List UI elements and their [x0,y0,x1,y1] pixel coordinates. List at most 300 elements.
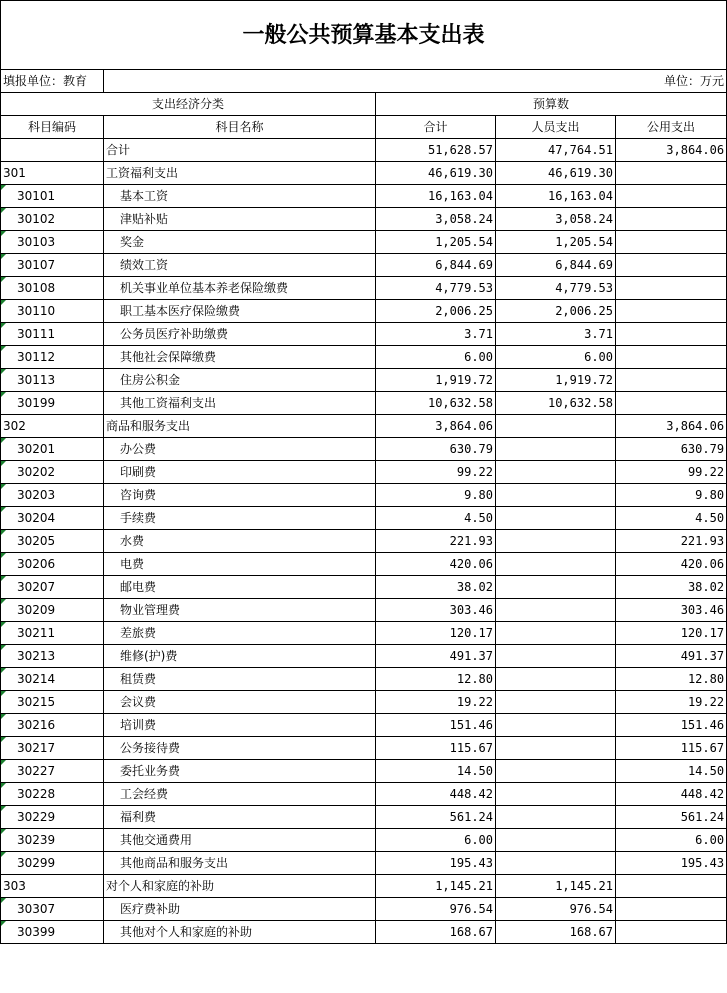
total-cell-text: 420.06 [449,557,493,571]
cell-comment-marker-icon [1,599,6,604]
table-row [1,622,727,645]
item-name-cell[interactable] [104,921,376,944]
public-cell[interactable] [616,553,727,576]
public-cell[interactable] [616,507,727,530]
item-code-cell-text: 30214 [17,672,56,686]
item-name-cell[interactable] [104,208,376,231]
personnel-cell[interactable] [496,162,616,185]
total-cell-text: 4.50 [464,511,493,525]
public-cell-text: 115.67 [680,741,725,755]
item-code-cell[interactable] [1,599,104,622]
public-cell[interactable] [616,852,727,875]
total-cell-text: 120.17 [449,626,493,640]
public-cell[interactable] [616,323,727,346]
table-row [1,576,727,599]
total-cell-text: 561.24 [449,810,493,824]
item-code-cell-text: 30217 [17,741,56,755]
public-cell-text: 448.42 [680,787,725,801]
table-row [1,392,727,415]
total-cell[interactable] [376,806,496,829]
item-code-cell[interactable] [1,691,104,714]
item-code-cell-text: 30102 [17,212,56,226]
total-cell[interactable] [376,530,496,553]
item-name-cell[interactable] [104,668,376,691]
item-name-cell-text: 培训费 [120,718,157,732]
item-code-cell-text: 30113 [17,373,56,387]
table-row [1,484,727,507]
total-cell[interactable] [376,622,496,645]
total-cell[interactable] [376,277,496,300]
item-code-cell[interactable] [1,392,104,415]
item-name-cell[interactable] [104,645,376,668]
personnel-cell[interactable] [496,415,616,438]
item-name-cell[interactable] [104,553,376,576]
item-code-cell-text: 302 [3,419,26,433]
public-cell[interactable] [616,208,727,231]
total-cell-text: 6,844.69 [435,258,493,272]
personnel-cell[interactable] [496,461,616,484]
item-name-cell[interactable] [104,530,376,553]
cell-comment-marker-icon [1,346,6,351]
public-cell[interactable] [616,829,727,852]
personnel-cell-text: 1,205.54 [555,235,613,249]
public-cell[interactable] [616,162,727,185]
cell-comment-marker-icon [1,438,6,443]
item-name-cell[interactable] [104,875,376,898]
header-personnel[interactable]: 人员支出 [496,116,616,139]
header-economic-classification[interactable]: 支出经济分类 [1,93,376,116]
total-cell-text: 448.42 [449,787,493,801]
header-total[interactable]: 合计 [376,116,496,139]
public-cell[interactable] [616,875,727,898]
table-row [1,599,727,622]
total-cell[interactable] [376,760,496,783]
public-cell[interactable] [616,185,727,208]
item-code-cell[interactable] [1,461,104,484]
total-cell[interactable] [376,162,496,185]
total-cell[interactable] [376,714,496,737]
table-row [1,461,727,484]
item-code-cell[interactable] [1,415,104,438]
personnel-cell[interactable] [496,714,616,737]
total-cell-text: 3,058.24 [435,212,493,226]
personnel-cell[interactable] [496,553,616,576]
personnel-cell[interactable] [496,875,616,898]
total-cell[interactable] [376,645,496,668]
item-code-cell-text: 30207 [17,580,56,594]
item-name-cell-text: 其他社会保障缴费 [120,350,217,364]
personnel-cell[interactable] [496,300,616,323]
item-code-cell-text: 30216 [17,718,56,732]
personnel-cell[interactable] [496,208,616,231]
item-code-cell[interactable] [1,346,104,369]
item-name-cell[interactable] [104,760,376,783]
item-code-cell[interactable] [1,829,104,852]
item-name-cell[interactable] [104,369,376,392]
personnel-cell[interactable] [496,599,616,622]
total-cell[interactable] [376,852,496,875]
personnel-cell-text: 3,058.24 [555,212,613,226]
item-name-cell[interactable] [104,714,376,737]
item-code-cell[interactable] [1,162,104,185]
item-name-cell[interactable] [104,806,376,829]
item-code-cell[interactable] [1,208,104,231]
cell-comment-marker-icon [1,829,6,834]
item-name-cell-text: 租赁费 [120,672,157,686]
item-name-cell-text: 水费 [120,534,145,548]
table-row [1,139,727,162]
item-code-cell[interactable] [1,139,104,162]
personnel-cell[interactable] [496,139,616,162]
total-cell[interactable] [376,438,496,461]
total-cell-text: 12.80 [456,672,493,686]
item-code-cell-text: 30205 [17,534,56,548]
public-cell[interactable] [616,714,727,737]
total-cell-text: 491.37 [449,649,493,663]
item-name-cell[interactable] [104,300,376,323]
total-cell-text: 38.02 [456,580,493,594]
personnel-cell[interactable] [496,921,616,944]
public-cell-text: 38.02 [687,580,725,594]
personnel-cell[interactable] [496,852,616,875]
item-name-cell[interactable] [104,323,376,346]
public-cell[interactable] [616,622,727,645]
total-cell[interactable] [376,139,496,162]
item-code-cell[interactable] [1,645,104,668]
public-cell[interactable] [616,139,727,162]
total-cell[interactable] [376,346,496,369]
personnel-cell[interactable] [496,622,616,645]
personnel-cell-text: 168.67 [569,925,613,939]
total-cell[interactable] [376,369,496,392]
item-name-cell-text: 津贴补贴 [120,212,169,226]
header-item-code[interactable]: 科目编码 [1,116,104,139]
item-name-cell[interactable] [104,898,376,921]
item-code-cell[interactable] [1,875,104,898]
total-cell[interactable] [376,875,496,898]
total-cell[interactable] [376,185,496,208]
public-cell[interactable] [616,783,727,806]
personnel-cell-text: 3.71 [584,327,613,341]
cell-comment-marker-icon [1,300,6,305]
item-code-cell[interactable] [1,484,104,507]
total-cell[interactable] [376,921,496,944]
total-cell[interactable] [376,484,496,507]
item-name-cell-text: 住房公积金 [120,373,181,387]
table-row [1,507,727,530]
item-code-cell[interactable] [1,369,104,392]
total-cell-text: 303.46 [449,603,493,617]
cell-comment-marker-icon [1,185,6,190]
item-code-cell[interactable] [1,507,104,530]
item-code-cell[interactable] [1,185,104,208]
item-code-cell[interactable] [1,921,104,944]
personnel-cell[interactable] [496,507,616,530]
item-code-cell[interactable] [1,806,104,829]
public-cell[interactable] [616,576,727,599]
item-code-cell-text: 30199 [17,396,56,410]
total-cell[interactable] [376,553,496,576]
personnel-cell[interactable] [496,323,616,346]
public-cell[interactable] [616,231,727,254]
item-code-cell[interactable] [1,438,104,461]
total-cell[interactable] [376,691,496,714]
item-code-cell[interactable] [1,254,104,277]
item-code-cell[interactable] [1,783,104,806]
total-cell[interactable] [376,737,496,760]
total-cell[interactable] [376,392,496,415]
item-name-cell[interactable] [104,277,376,300]
item-name-cell[interactable] [104,622,376,645]
personnel-cell-text: 976.54 [569,902,613,916]
total-cell-text: 6.00 [464,350,493,364]
personnel-cell-text: 2,006.25 [555,304,613,318]
item-name-cell[interactable] [104,507,376,530]
total-cell[interactable] [376,300,496,323]
item-name-cell-text: 医疗费补助 [120,902,181,916]
total-cell-text: 99.22 [456,465,493,479]
currency-unit-cell[interactable]: 单位：万元 [104,70,727,93]
item-name-cell[interactable] [104,254,376,277]
total-cell-text: 2,006.25 [435,304,493,318]
table-row [1,530,727,553]
item-name-cell[interactable] [104,576,376,599]
personnel-cell[interactable] [496,576,616,599]
table-row [1,553,727,576]
item-name-cell-text: 咨询费 [120,488,157,502]
public-cell[interactable] [616,438,727,461]
public-cell-text: 6.00 [695,833,725,847]
item-name-cell[interactable] [104,484,376,507]
public-cell[interactable] [616,392,727,415]
total-cell-text: 115.67 [449,741,493,755]
header-column-row [1,116,727,139]
total-cell[interactable] [376,415,496,438]
item-name-cell[interactable] [104,783,376,806]
item-name-cell-text: 公务接待费 [120,741,181,755]
item-name-cell[interactable] [104,438,376,461]
total-cell[interactable] [376,668,496,691]
header-public[interactable]: 公用支出 [616,116,727,139]
public-cell-text: 303.46 [680,603,725,617]
item-name-cell[interactable] [104,346,376,369]
item-name-cell-text: 对个人和家庭的补助 [106,879,215,893]
item-code-cell-text: 30206 [17,557,56,571]
public-cell-text: 99.22 [687,465,725,479]
personnel-cell[interactable] [496,392,616,415]
table-row [1,806,727,829]
personnel-cell-text: 1,145.21 [555,879,613,893]
item-name-cell-text: 职工基本医疗保险缴费 [120,304,241,318]
header-group-row [1,93,727,116]
table-row [1,645,727,668]
public-cell[interactable] [616,645,727,668]
personnel-cell-text: 46,619.30 [547,166,613,180]
item-name-cell[interactable] [104,829,376,852]
item-name-cell[interactable] [104,599,376,622]
public-cell[interactable] [616,346,727,369]
personnel-cell[interactable] [496,806,616,829]
public-cell-text: 630.79 [680,442,725,456]
personnel-cell[interactable] [496,668,616,691]
item-name-cell-text: 基本工资 [120,189,169,203]
public-cell[interactable] [616,530,727,553]
item-code-cell[interactable] [1,231,104,254]
personnel-cell[interactable] [496,645,616,668]
total-cell[interactable] [376,599,496,622]
item-code-cell[interactable] [1,760,104,783]
item-name-cell[interactable] [104,461,376,484]
public-cell[interactable] [616,461,727,484]
item-code-cell[interactable] [1,737,104,760]
personnel-cell[interactable] [496,185,616,208]
personnel-cell[interactable] [496,346,616,369]
item-code-cell-text: 30202 [17,465,56,479]
public-cell[interactable] [616,369,727,392]
item-name-cell-text: 办公费 [120,442,157,456]
public-cell-text: 14.50 [687,764,725,778]
personnel-cell[interactable] [496,231,616,254]
total-cell[interactable] [376,783,496,806]
item-code-cell[interactable] [1,300,104,323]
table-row [1,714,727,737]
table-row [1,783,727,806]
public-cell[interactable] [616,484,727,507]
cell-comment-marker-icon [1,553,6,558]
title-row [1,1,727,70]
personnel-cell[interactable] [496,530,616,553]
item-code-cell[interactable] [1,323,104,346]
public-cell[interactable] [616,898,727,921]
public-cell[interactable] [616,415,727,438]
public-cell[interactable] [616,254,727,277]
header-item-name[interactable]: 科目名称 [104,116,376,139]
total-cell[interactable] [376,254,496,277]
personnel-cell[interactable] [496,277,616,300]
page-title[interactable]: 一般公共预算基本支出表 [1,1,727,70]
total-cell[interactable] [376,829,496,852]
personnel-cell[interactable] [496,760,616,783]
item-name-cell[interactable] [104,737,376,760]
item-code-cell[interactable] [1,576,104,599]
item-code-cell[interactable] [1,553,104,576]
item-code-cell-text: 30209 [17,603,56,617]
public-cell[interactable] [616,599,727,622]
personnel-cell[interactable] [496,737,616,760]
table-row [1,323,727,346]
item-code-cell[interactable] [1,277,104,300]
total-cell[interactable] [376,576,496,599]
personnel-cell[interactable] [496,829,616,852]
item-name-cell-text: 合计 [106,143,131,157]
table-row [1,208,727,231]
cell-comment-marker-icon [1,668,6,673]
item-name-cell[interactable] [104,185,376,208]
total-cell[interactable] [376,208,496,231]
personnel-cell[interactable] [496,484,616,507]
item-name-cell-text: 差旅费 [120,626,157,640]
table-row [1,415,727,438]
reporting-unit-cell[interactable]: 填报单位：教育 [1,70,104,93]
personnel-cell[interactable] [496,438,616,461]
cell-comment-marker-icon [1,484,6,489]
personnel-cell[interactable] [496,369,616,392]
item-code-cell[interactable] [1,714,104,737]
item-name-cell[interactable] [104,691,376,714]
total-cell-text: 3,864.06 [435,419,493,433]
item-code-cell-text: 30110 [17,304,56,318]
item-name-cell-text: 奖金 [120,235,145,249]
item-code-cell-text: 30112 [17,350,56,364]
public-cell[interactable] [616,921,727,944]
public-cell-text: 195.43 [680,856,725,870]
total-cell-text: 168.67 [449,925,493,939]
public-cell[interactable] [616,668,727,691]
item-name-cell-text: 电费 [120,557,145,571]
item-code-cell[interactable] [1,622,104,645]
item-code-cell[interactable] [1,530,104,553]
item-name-cell[interactable] [104,162,376,185]
table-row [1,254,727,277]
personnel-cell[interactable] [496,898,616,921]
header-budget-amount[interactable]: 预算数 [376,93,727,116]
total-cell-text: 46,619.30 [427,166,493,180]
item-name-cell[interactable] [104,415,376,438]
public-cell[interactable] [616,806,727,829]
total-cell[interactable] [376,507,496,530]
total-cell[interactable] [376,323,496,346]
item-name-cell-text: 其他商品和服务支出 [120,856,229,870]
cell-comment-marker-icon [1,898,6,903]
cell-comment-marker-icon [1,369,6,374]
public-cell[interactable] [616,737,727,760]
item-code-cell[interactable] [1,852,104,875]
total-cell[interactable] [376,461,496,484]
item-name-cell[interactable] [104,139,376,162]
cell-comment-marker-icon [1,921,6,926]
public-cell[interactable] [616,277,727,300]
table-row [1,898,727,921]
public-cell[interactable] [616,760,727,783]
cell-comment-marker-icon [1,392,6,397]
item-code-cell[interactable] [1,668,104,691]
personnel-cell[interactable] [496,783,616,806]
cell-comment-marker-icon [1,806,6,811]
table-row [1,162,727,185]
item-code-cell[interactable] [1,898,104,921]
item-name-cell-text: 福利费 [120,810,157,824]
total-cell-text: 19.22 [456,695,493,709]
cell-comment-marker-icon [1,622,6,627]
total-cell[interactable] [376,231,496,254]
item-name-cell[interactable] [104,231,376,254]
table-row [1,668,727,691]
total-cell[interactable] [376,898,496,921]
personnel-cell[interactable] [496,254,616,277]
item-name-cell-text: 工资福利支出 [106,166,179,180]
item-code-cell-text: 30204 [17,511,56,525]
total-cell-text: 4,779.53 [435,281,493,295]
personnel-cell[interactable] [496,691,616,714]
item-code-cell-text: 30107 [17,258,56,272]
item-name-cell[interactable] [104,852,376,875]
public-cell[interactable] [616,300,727,323]
item-name-cell[interactable] [104,392,376,415]
public-cell[interactable] [616,691,727,714]
total-cell-text: 16,163.04 [427,189,493,203]
item-code-cell-text: 30101 [17,189,56,203]
table-row [1,875,727,898]
